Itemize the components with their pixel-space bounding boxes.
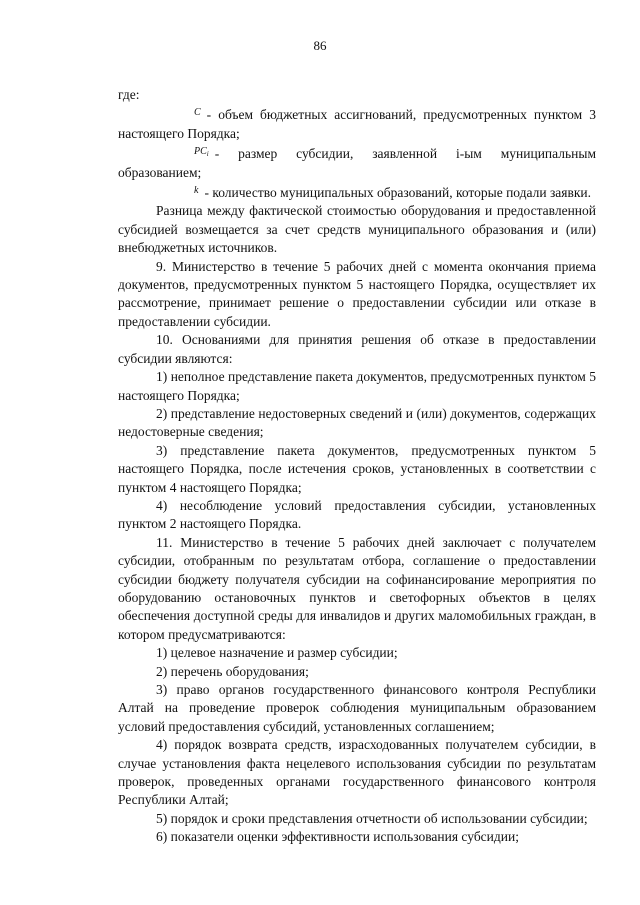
list-item: 2) представление недостоверных сведений и (или) документов, содержащих недостоверные сведения; (118, 405, 596, 440)
definition-text: - объем бюджетных ассигнований, предусмотренных пунктом 3 настоящего Порядка; (118, 107, 596, 141)
definition-text: - размер субсидии, заявленной i-ым муниципальным образованием; (118, 146, 596, 180)
page-number: 86 (313, 38, 327, 53)
paragraph-10: 10. Основаниями для принятия решения об отказе в предоставлении субсидии являются: (118, 332, 596, 366)
list-item: 3) представление пакета документов, предусмотренных пунктом 5 настоящего Порядка, после истечения сроков, установленных в соответствии с пунктом 4 настоящего Порядка; (118, 442, 596, 495)
definition-text: - количество муниципальных образований, которые подали заявки. (204, 185, 592, 201)
list-item: 5) порядок и сроки представления отчетности об использовании субсидии; (156, 810, 588, 826)
definition-pci (118, 143, 596, 182)
list-item: 4) несоблюдение условий предоставления субсидии, установленных пунктом 2 настоящего Порядка. (118, 497, 596, 532)
definition-k (118, 182, 596, 202)
formula-symbol-c: C (194, 107, 201, 119)
list-item: 4) порядок возврата средств, израсходованных получателем субсидии, в случае установления факта нецелевого использования субсидии по результатам проверок, проведенных органами государственного финансового контроля Республики Алтай; (118, 737, 596, 808)
paragraph-9: 9. Министерство в течение 5 рабочих дней с момента окончания приема документов, предусмотренных пунктом 5 настоящего Порядка, осуществляет их рассмотрение, принимает решение о предоставлении субсидии или отказе в предоставлении субсидии. (118, 258, 596, 329)
definition-c (118, 104, 596, 143)
formula-symbol-pci: $PC_i$ (194, 146, 209, 159)
list-item: 6) показатели оценки эффективности использования субсидии; (156, 829, 519, 845)
list-item: 3) право органов государственного финансового контроля Республики Алтай на проведение проверок соблюдения муниципальным образованием условий предоставления субсидий, установленных соглашением; (118, 682, 596, 734)
list-item: 2) перечень оборудования; (156, 663, 309, 679)
formula-symbol-k: k (194, 185, 199, 197)
document-body (118, 86, 596, 847)
paragraph-11: 11. Министерство в течение 5 рабочих дней заключает с получателем субсидии, отобранным по результатам отбора, соглашение о предоставлении субсидии бюджету получателя субсидии на софинансирование мероприятия по оборудованию остановочных пунктов и светофорных объектов в целях обеспечения доступной среды для инвалидов и других маломобильных граждан, в котором предусматриваются: (118, 534, 596, 642)
paragraph-difference: Разница между фактической стоимостью оборудования и предоставленной субсидией возмещается за счет средств муниципального образования и (или) внебюджетных источников. (118, 203, 596, 256)
list-item: 1) целевое назначение и размер субсидии; (156, 645, 398, 661)
list-item: 1) неполное представление пакета документов, предусмотренных пунктом 5 настоящего Порядка; (118, 369, 596, 403)
where-label: где: (118, 87, 140, 102)
